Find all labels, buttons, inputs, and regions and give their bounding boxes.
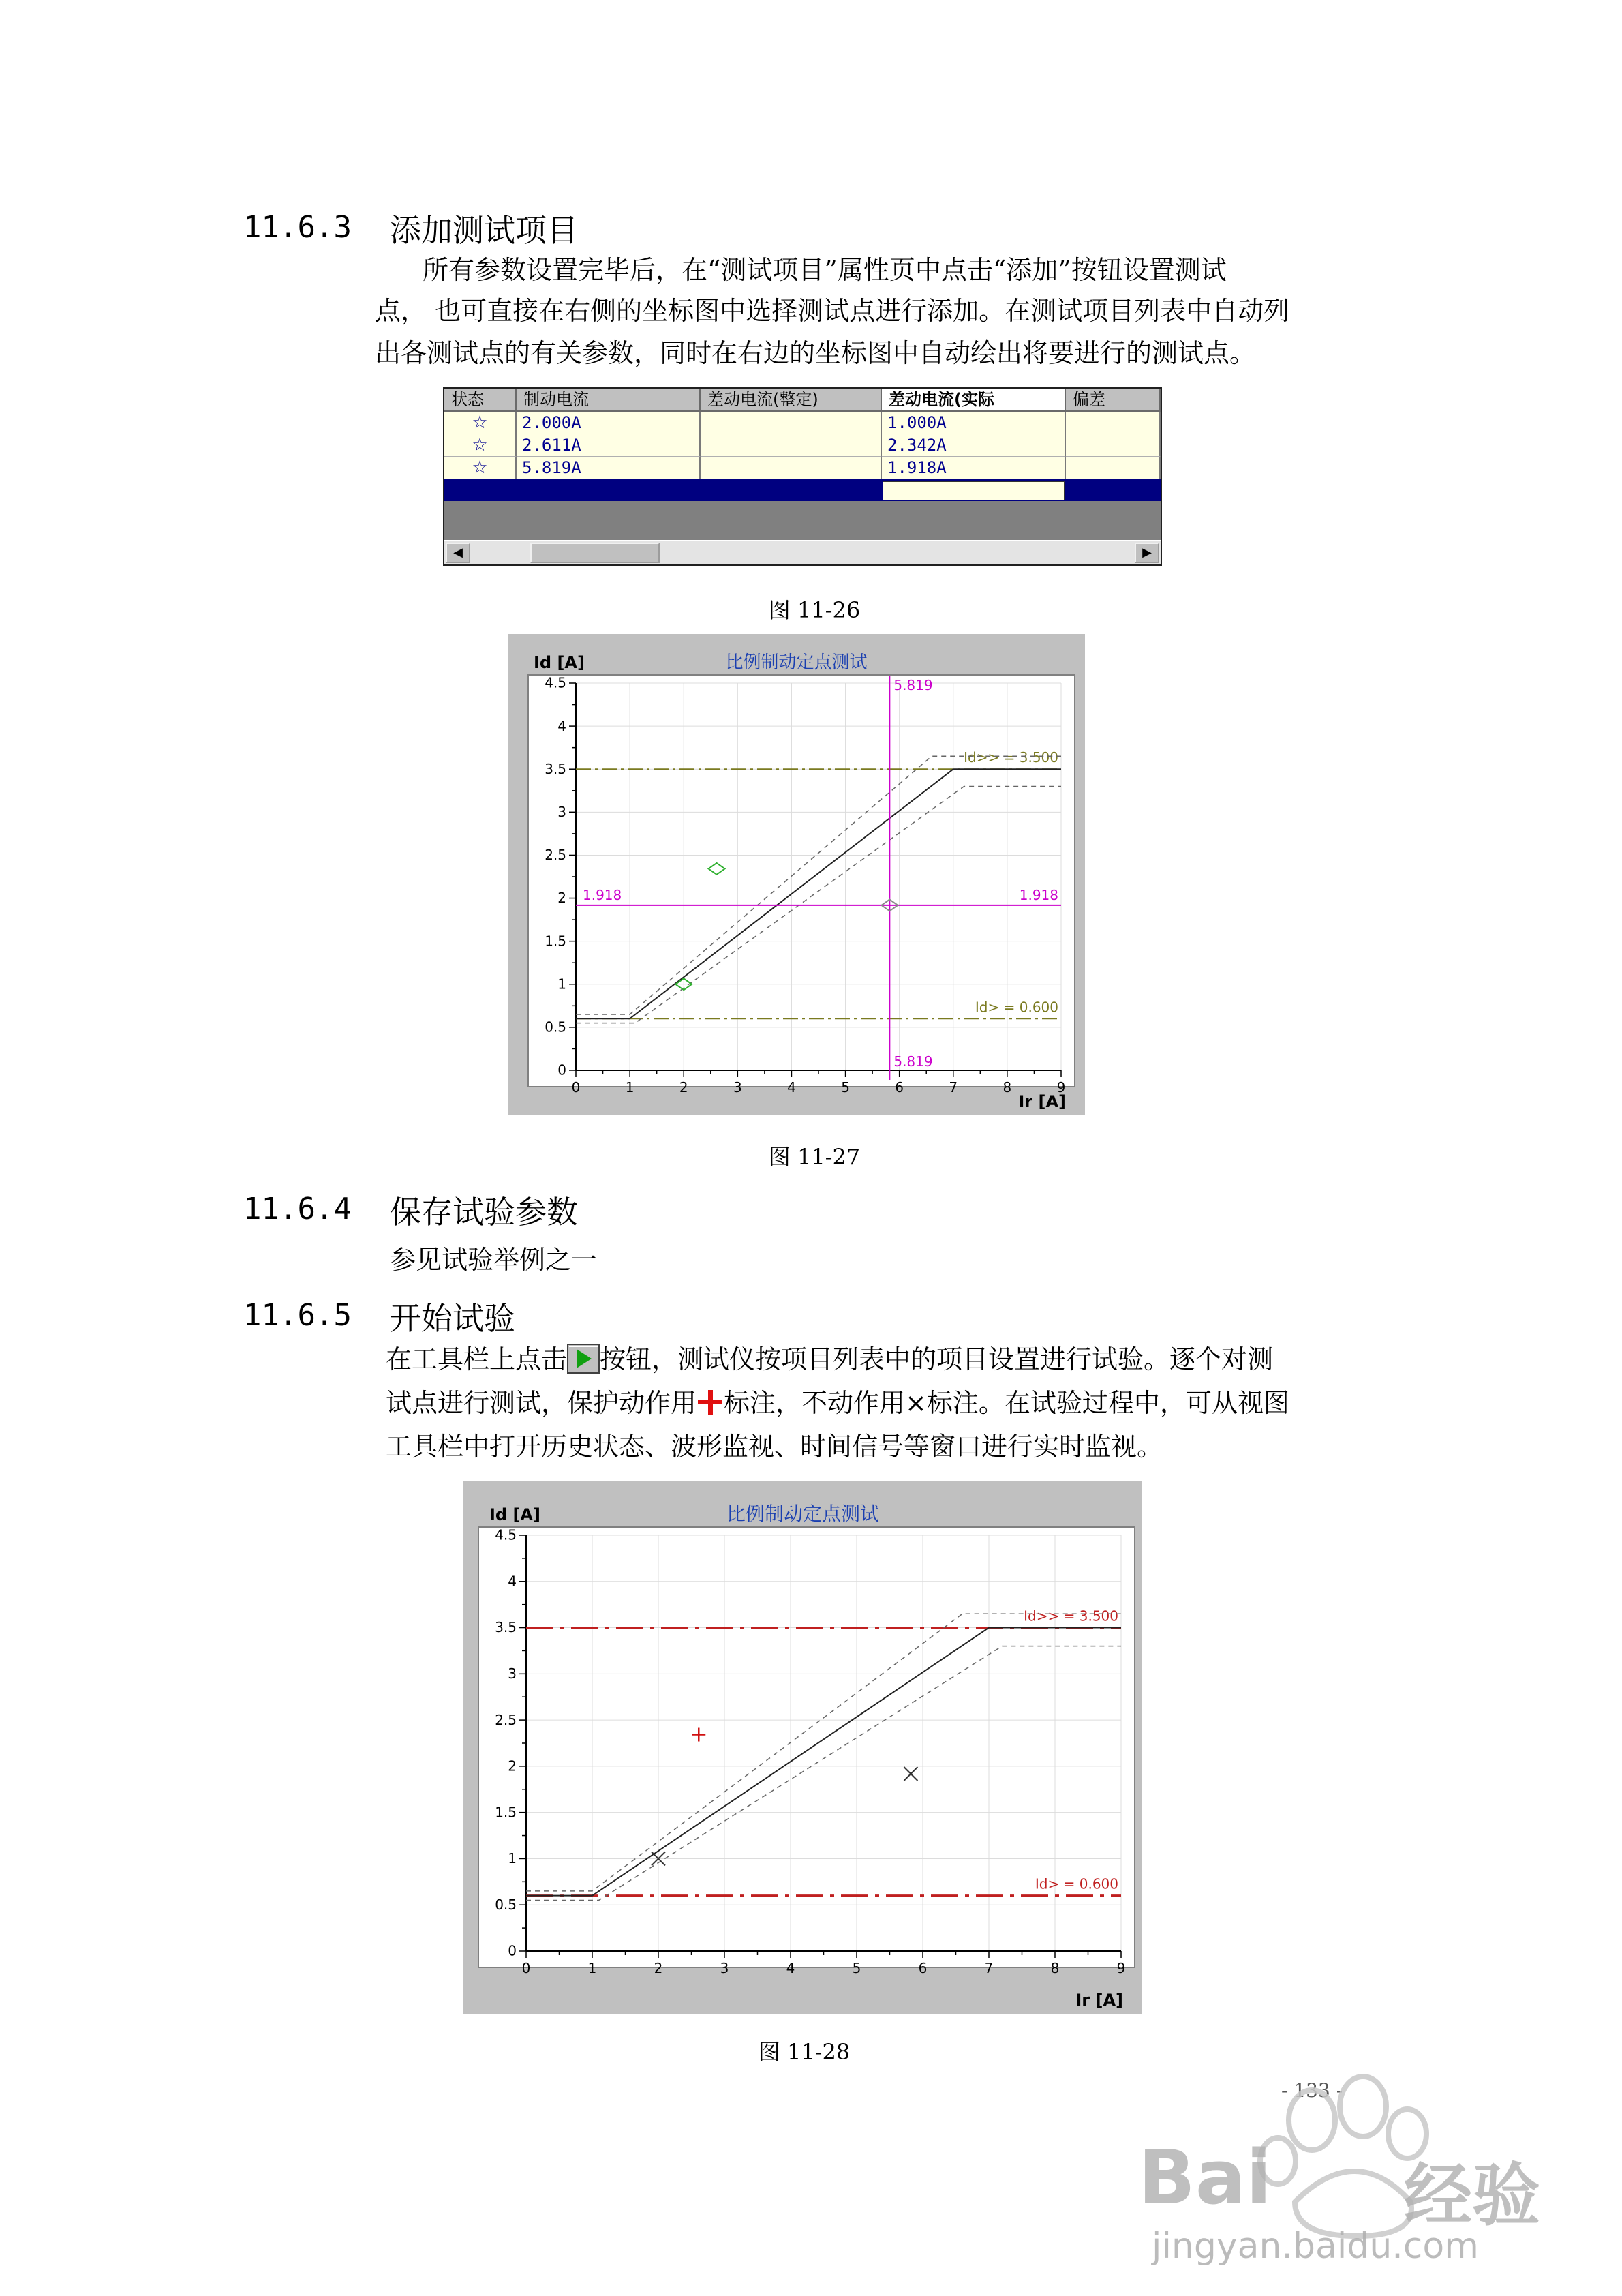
- x-tick-label: 5: [841, 1079, 850, 1096]
- x-tick-label: 7: [984, 1960, 994, 1976]
- y-tick-label: 3: [508, 1665, 517, 1682]
- table-cell[interactable]: [1066, 412, 1161, 434]
- text-run: 在工具栏上点击: [386, 1344, 568, 1374]
- chart-title: 比例制动定点测试: [725, 652, 868, 673]
- y-tick-label: 2: [557, 890, 566, 907]
- plot-background: [478, 1527, 1135, 1967]
- y-tick-label: 2: [508, 1757, 517, 1774]
- cursor-x-label-bottom: 5.819: [893, 1053, 933, 1070]
- section-number: 11.6.5: [243, 1298, 352, 1333]
- y-tick-label: 0: [508, 1942, 517, 1959]
- x-tick-label: 7: [949, 1079, 958, 1096]
- y-tick-label: 2.5: [545, 847, 566, 864]
- y-tick-label: 1.5: [495, 1804, 517, 1821]
- scroll-left-icon[interactable]: ◀: [446, 543, 470, 563]
- x-axis-label: Ir [A]: [1018, 1092, 1066, 1111]
- x-tick-label: 0: [521, 1960, 531, 1976]
- y-tick-label: 1: [508, 1850, 517, 1867]
- text-run: 试点进行测试，保护动作用: [386, 1388, 697, 1418]
- cursor-y-label-left: 1.918: [583, 886, 622, 903]
- text-run: 按钮，测试仪按项目列表中的项目设置进行试验。逐个对测: [600, 1344, 1274, 1374]
- paragraph-line: [386, 1338, 1273, 1387]
- test-items-table: [443, 387, 1162, 566]
- table-cell[interactable]: [701, 434, 882, 457]
- section-title: 保存试验参数: [390, 1194, 578, 1230]
- paragraph-line: 参见试验举例之一: [390, 1245, 598, 1275]
- chart-title: 比例制动定点测试: [726, 1502, 880, 1525]
- x-tick-label: 8: [1003, 1079, 1012, 1096]
- table-cell[interactable]: [701, 412, 882, 434]
- y-tick-label: 3: [557, 804, 566, 820]
- x-tick-label: 6: [895, 1079, 904, 1096]
- watermark-brand-cn: 经验: [1404, 2156, 1540, 2235]
- y-tick-label: 4.5: [495, 1526, 517, 1543]
- y-tick-label: 2.5: [495, 1711, 517, 1728]
- watermark-brand: Bai: [1138, 2134, 1272, 2221]
- y-axis-label: Id [A]: [534, 653, 585, 672]
- section-number: 11.6.3: [243, 210, 352, 245]
- y-tick-label: 4: [508, 1573, 517, 1590]
- y-tick-label: 4.5: [545, 674, 566, 691]
- figure-caption: 图 11-28: [758, 2039, 851, 2065]
- horizontal-scrollbar[interactable]: [444, 540, 1161, 564]
- x-tick-label: 0: [571, 1079, 581, 1096]
- x-tick-label: 8: [1050, 1960, 1060, 1976]
- y-tick-label: 0.5: [545, 1018, 566, 1036]
- chart-2[interactable]: [463, 1481, 1142, 2014]
- threshold-label: Id> = 0.600: [975, 999, 1058, 1016]
- column-header-deviation[interactable]: 偏差: [1066, 389, 1161, 412]
- baidu-jingyan-watermark: [1131, 2031, 1595, 2267]
- table-cell[interactable]: [1066, 457, 1161, 479]
- section-title: 添加测试项目: [390, 212, 578, 249]
- chart-frame: [508, 634, 1085, 1115]
- table-cell[interactable]: 1.000A: [882, 412, 1066, 434]
- table-cell[interactable]: [1066, 434, 1161, 457]
- text-run: 标注，不动作用×标注。在试验过程中，可从视图: [724, 1388, 1289, 1418]
- table-cell[interactable]: [701, 457, 882, 479]
- column-header-diff-current-set[interactable]: 差动电流(整定): [701, 389, 882, 412]
- x-tick-label: 4: [787, 1079, 796, 1096]
- paragraph-line: 所有参数设置完毕后，在“测试项目”属性页中点击“添加”按钮设置测试: [423, 255, 1227, 285]
- x-tick-label: 2: [654, 1960, 663, 1976]
- paragraph-line: 出各测试点的有关参数，同时在右边的坐标图中自动绘出将要进行的测试点。: [375, 338, 1256, 368]
- paragraph-line: [386, 1381, 1289, 1431]
- status-star-icon[interactable]: ☆: [444, 457, 517, 479]
- cell-editor[interactable]: [883, 481, 1065, 500]
- watermark-url: jingyan.baidu.com: [1152, 2226, 1479, 2267]
- threshold-label: Id>> = 3.500: [1024, 1607, 1118, 1625]
- status-star-icon[interactable]: ☆: [444, 434, 517, 457]
- x-tick-label: 1: [587, 1960, 597, 1976]
- section-number: 11.6.4: [243, 1192, 352, 1226]
- column-header-status[interactable]: 状态: [444, 389, 517, 412]
- y-tick-label: 1: [557, 976, 566, 993]
- page-number: - 133 -: [1281, 2079, 1343, 2102]
- column-header-restraint-current[interactable]: 制动电流: [517, 389, 701, 412]
- plot-background: [528, 675, 1075, 1087]
- table-cell[interactable]: 2.000A: [517, 412, 701, 434]
- paragraph-line: 工具栏中打开历史状态、波形监视、时间信号等窗口进行实时监视。: [386, 1432, 1163, 1462]
- cursor-y-label-right: 1.918: [1019, 886, 1058, 903]
- x-tick-label: 3: [733, 1079, 742, 1096]
- table-cell[interactable]: 1.918A: [882, 457, 1066, 479]
- y-tick-label: 0: [557, 1061, 566, 1078]
- paragraph-line: 点， 也可直接在右侧的坐标图中选择测试点进行添加。在测试项目列表中自动列: [375, 296, 1290, 326]
- x-tick-label: 9: [1056, 1079, 1066, 1096]
- scrollbar-thumb[interactable]: [530, 543, 660, 563]
- x-tick-label: 4: [786, 1960, 795, 1976]
- table-cell[interactable]: 2.342A: [882, 434, 1066, 457]
- table-cell[interactable]: 5.819A: [517, 457, 701, 479]
- x-tick-label: 5: [852, 1960, 861, 1976]
- scroll-right-icon[interactable]: ▶: [1135, 543, 1159, 563]
- x-tick-label: 2: [679, 1079, 688, 1096]
- x-tick-label: 9: [1116, 1960, 1126, 1976]
- figure-caption: 图 11-27: [768, 1144, 861, 1170]
- x-tick-label: 3: [720, 1960, 729, 1976]
- x-axis-label: Ir [A]: [1075, 1991, 1123, 2010]
- y-axis-label: Id [A]: [489, 1505, 540, 1524]
- y-tick-label: 1.5: [545, 933, 566, 950]
- column-header-diff-current-actual[interactable]: 差动电流(实际: [882, 389, 1066, 412]
- status-star-icon[interactable]: ☆: [444, 412, 517, 434]
- threshold-label: Id>> = 3.500: [964, 749, 1058, 766]
- table-cell[interactable]: 2.611A: [517, 434, 701, 457]
- x-tick-label: 6: [918, 1960, 928, 1976]
- cursor-x-label-top: 5.819: [893, 677, 933, 693]
- y-tick-label: 3.5: [545, 760, 566, 777]
- x-tick-label: 1: [625, 1079, 634, 1096]
- figure-caption: 图 11-26: [768, 597, 861, 623]
- y-tick-label: 0.5: [495, 1896, 517, 1913]
- chart-frame: [463, 1481, 1142, 2014]
- threshold-label: Id> = 0.600: [1035, 1875, 1118, 1892]
- section-title: 开始试验: [390, 1300, 515, 1337]
- chart-1[interactable]: [508, 634, 1085, 1115]
- y-tick-label: 3.5: [495, 1619, 517, 1636]
- y-tick-label: 4: [557, 717, 566, 734]
